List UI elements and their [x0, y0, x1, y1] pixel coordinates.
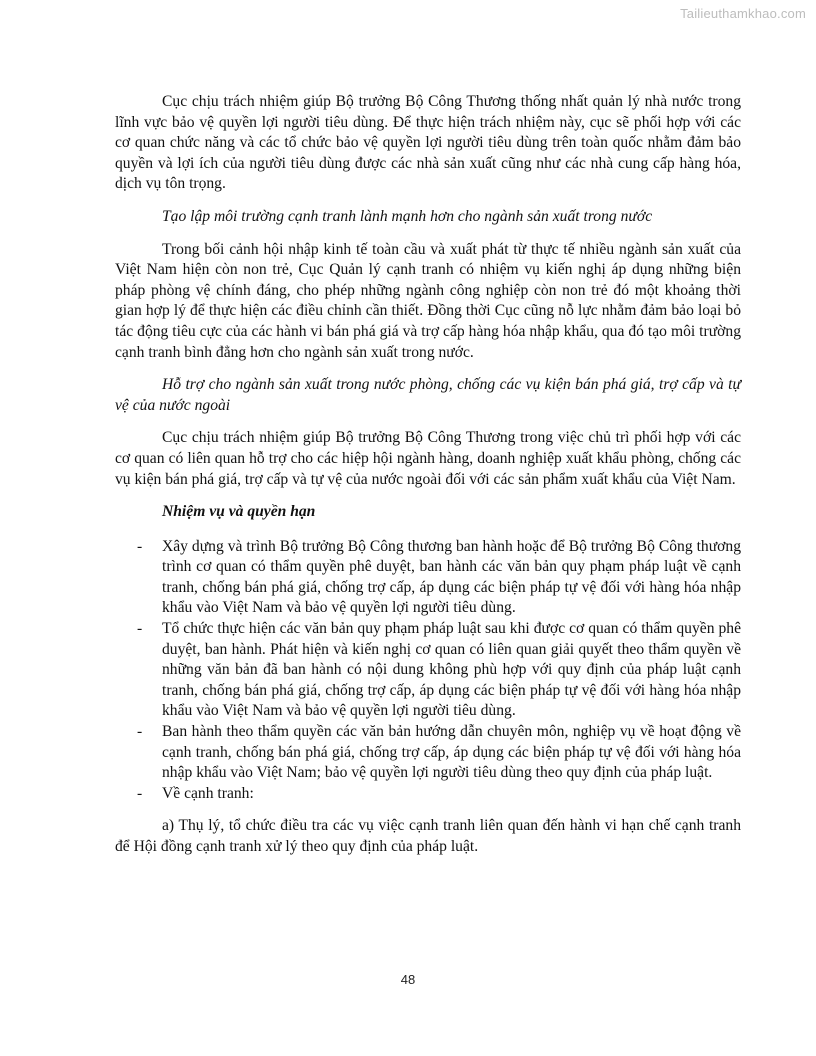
dash-bullet: - [137, 784, 143, 802]
paragraph-anti-dumping-support: Cục chịu trách nhiệm giúp Bộ trưởng Bộ Công Thương trong việc chủ trì phối hợp với các cơ quan có liên quan hỗ trợ cho các hiệp hội ngành hàng, doanh nghiệp xuất khẩu phòng, chống các vụ kiện bán phá giá, trợ cấp và tự vệ của nước ngoài đối với các sản phẩm xuất khẩu của Việt Nam. [115, 429, 741, 488]
list-item-text: Xây dựng và trình Bộ trưởng Bộ Công thương ban hành hoặc để Bộ trưởng Bộ Công thương trình cơ quan có thẩm quyền phê duyệt, ban hành các văn bản quy phạm pháp luật về cạnh tranh, chống bán phá giá, chống trợ cấp, áp dụng các biện pháp tự vệ đối với hàng hóa nhập khẩu vào Việt Nam và bảo vệ quyền lợi người tiêu dùng. [162, 537, 741, 617]
paragraph-competition-cases: a) Thụ lý, tổ chức điều tra các vụ việc cạnh tranh liên quan đến hành vi hạn chế cạnh tranh để Hội đồng cạnh tranh xử lý theo quy định của pháp luật. [115, 817, 741, 855]
document-body [115, 92, 741, 858]
dash-bullet: - [137, 620, 143, 638]
duties-list [115, 537, 741, 805]
dash-bullet: - [137, 723, 143, 741]
paragraph-consumer-protection: Cục chịu trách nhiệm giúp Bộ trưởng Bộ Công Thương thống nhất quản lý nhà nước trong lĩnh vực bảo vệ quyền lợi người tiêu dùng. Để thực hiện trách nhiệm này, cục sẽ phối hợp với các cơ quan chức năng và các tổ chức bảo vệ quyền lợi người tiêu dùng trên toàn quốc nhằm đảm bảo quyền và lợi ích của người tiêu dùng được các nhà sản xuất cũng như các nhà cung cấp hàng hóa, dịch vụ tôn trọng. [115, 93, 741, 193]
heading-anti-dumping-support: Hỗ trợ cho ngành sản xuất trong nước phòng, chống các vụ kiện bán phá giá, trợ cấp và tự vệ của nước ngoài [115, 376, 741, 414]
list-item-text: Về cạnh tranh: [162, 784, 254, 802]
list-item [115, 619, 741, 722]
list-item-text: Ban hành theo thẩm quyền các văn bản hướng dẫn chuyên môn, nghiệp vụ về hoạt động về cạnh tranh, chống bán phá giá, chống trợ cấp, áp dụng các biện pháp tự vệ đối với hàng hóa nhập khẩu vào Việt Nam; bảo vệ quyền lợi người tiêu dùng theo quy định của pháp luật. [162, 723, 741, 782]
heading-duties-and-powers: Nhiệm vụ và quyền hạn [162, 503, 316, 521]
heading-competition-environment: Tạo lập môi trường cạnh tranh lành mạnh hơn cho ngành sản xuất trong nước [162, 207, 653, 225]
watermark: Tailieuthamkhao.com [680, 6, 806, 21]
page-number: 48 [400, 972, 416, 987]
dash-bullet: - [137, 537, 143, 555]
list-item [115, 722, 741, 784]
paragraph-competition-environment: Trong bối cảnh hội nhập kinh tế toàn cầu và xuất phát từ thực tế nhiều ngành sản xuất của Việt Nam hiện còn non trẻ, Cục Quản lý cạnh tranh có nhiệm vụ kiến nghị áp dụng những biện pháp phòng vệ chính đáng, cho phép những ngành công nghiệp còn non trẻ đó một khoảng thời gian hợp lý để thực hiện các điều chỉnh cần thiết. Đồng thời Cục cũng nỗ lực nhằm đảm bảo loại bỏ tác động tiêu cực của các hành vi bán phá giá và trợ cấp hàng hóa nhập khẩu, qua đó tạo môi trường cạnh tranh bình đẳng hơn cho ngành sản xuất trong nước. [115, 240, 741, 361]
list-item-text: Tổ chức thực hiện các văn bản quy phạm pháp luật sau khi được cơ quan có thẩm quyền phê duyệt, ban hành. Phát hiện và kiến nghị cơ quan có liên quan giải quyết theo thẩm quyền về những văn bản đã ban hành có nội dung không phù hợp với quy định của pháp luật cạnh tranh, chống bán phá giá, chống trợ cấp, áp dụng các biện pháp tự vệ đối với hàng hóa nhập khẩu vào Việt Nam và bảo vệ quyền lợi người tiêu dùng. [162, 620, 741, 720]
list-item [115, 537, 741, 619]
list-item [115, 784, 741, 805]
